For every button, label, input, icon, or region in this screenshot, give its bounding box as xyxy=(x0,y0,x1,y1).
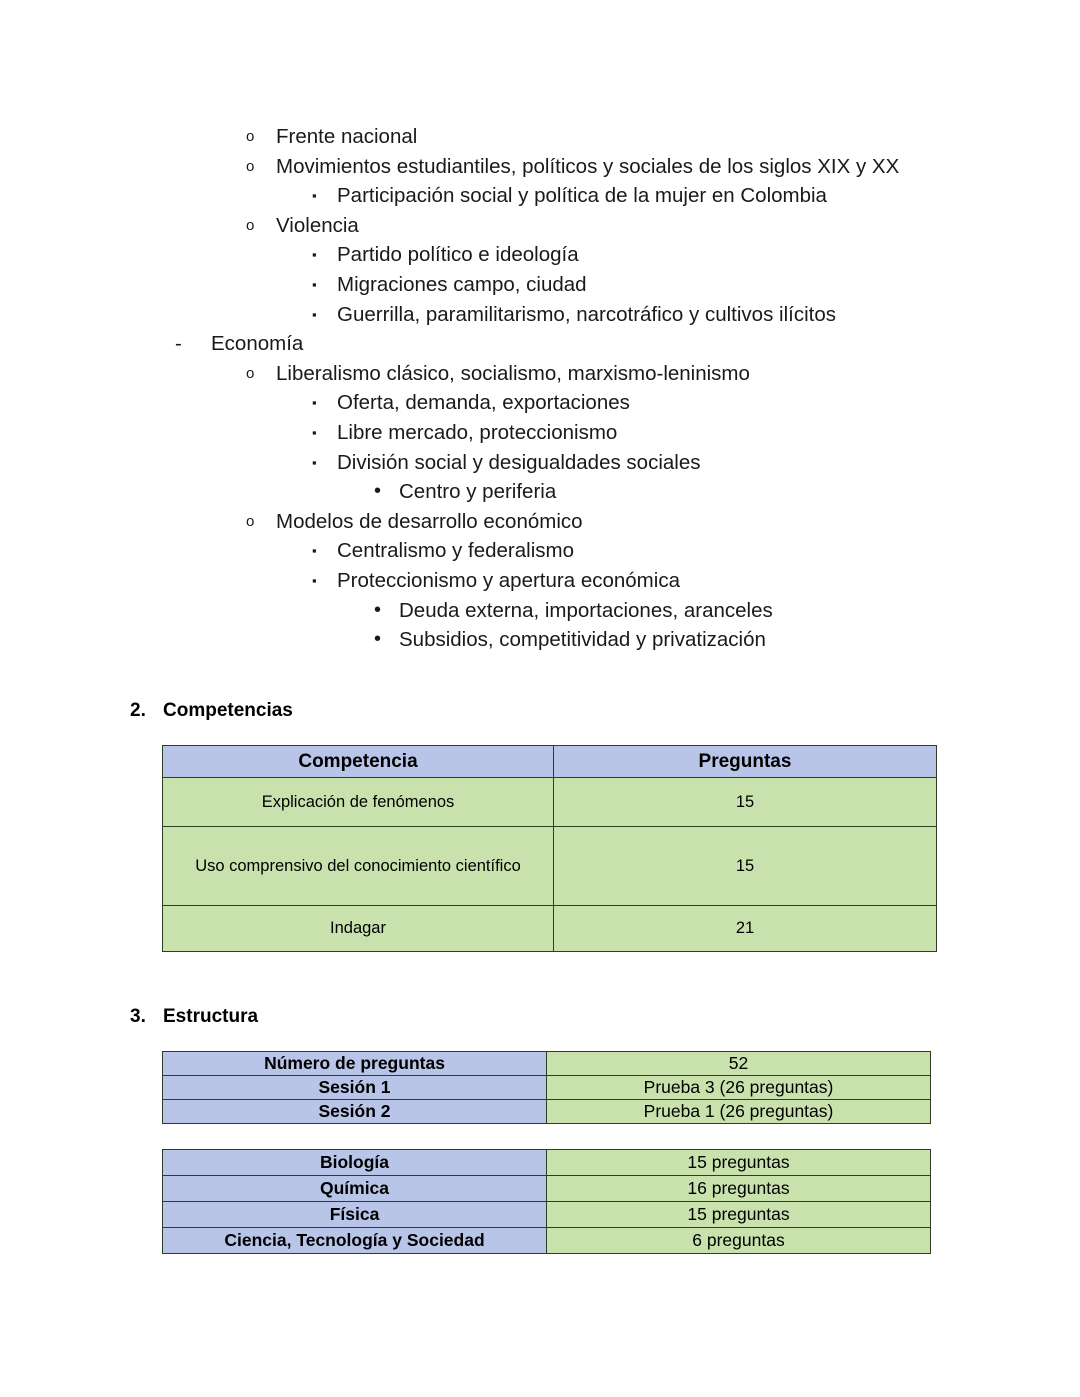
table-row xyxy=(163,827,937,906)
cell-preguntas: 15 xyxy=(554,778,937,827)
cell-value: Prueba 3 (26 preguntas) xyxy=(547,1076,931,1100)
cell-label: Sesión 1 xyxy=(163,1076,547,1100)
list-bullet-icon: ▪ xyxy=(312,424,317,440)
table-row xyxy=(163,778,937,827)
estructura-sessions-table xyxy=(162,1051,931,1124)
heading-competencias-title: Competencias xyxy=(163,700,293,721)
cell-value: 6 preguntas xyxy=(547,1228,931,1254)
outline-item xyxy=(0,596,1080,626)
outline-item xyxy=(0,181,1080,211)
column-header-preguntas: Preguntas xyxy=(554,746,937,778)
list-bullet-icon: o xyxy=(246,128,255,145)
list-bullet-icon: ▪ xyxy=(312,395,317,411)
table-row xyxy=(163,1176,931,1202)
outline-item-label: Violencia xyxy=(276,213,359,237)
list-bullet-icon: ▪ xyxy=(312,543,317,559)
outline-item-label: Proteccionismo y apertura económica xyxy=(337,568,680,592)
table-header-row xyxy=(163,746,937,778)
outline-item-label: Subsidios, competitividad y privatización xyxy=(399,628,766,652)
list-bullet-icon: ▪ xyxy=(312,188,317,204)
outline-item-label: Libre mercado, proteccionismo xyxy=(337,420,618,444)
outline-item-label: Partido político e ideología xyxy=(337,243,579,267)
outline-list xyxy=(0,122,1080,655)
cell-value: Prueba 1 (26 preguntas) xyxy=(547,1100,931,1124)
list-bullet-icon: - xyxy=(175,332,182,356)
outline-item-label: Liberalismo clásico, socialismo, marxismo-leninismo xyxy=(276,361,750,385)
cell-preguntas: 15 xyxy=(554,827,937,906)
outline-item-label: Migraciones campo, ciudad xyxy=(337,272,587,296)
table-row xyxy=(163,1100,931,1124)
list-bullet-icon: ▪ xyxy=(312,454,317,470)
competencias-table xyxy=(162,745,937,952)
table-row xyxy=(163,1150,931,1176)
table-row xyxy=(163,1076,931,1100)
estructura-areas-table xyxy=(162,1149,931,1254)
list-bullet-icon: • xyxy=(374,598,382,621)
heading-competencias-number: 2. xyxy=(130,700,146,721)
column-header-competencia: Competencia xyxy=(163,746,554,778)
outline-item xyxy=(0,359,1080,389)
list-bullet-icon: o xyxy=(246,364,255,382)
cell-competencia: Uso comprensivo del conocimiento científico xyxy=(163,827,554,906)
outline-item-label: Guerrilla, paramilitarismo, narcotráfico y cultivos ilícitos xyxy=(337,302,836,326)
list-bullet-icon: ▪ xyxy=(312,572,317,588)
outline-item xyxy=(0,625,1080,655)
outline-item-label: División social y desigualdades sociales xyxy=(337,450,701,474)
outline-item-label: Deuda externa, importaciones, aranceles xyxy=(399,598,773,622)
outline-item-label: Modelos de desarrollo económico xyxy=(276,509,583,533)
cell-label: Número de preguntas xyxy=(163,1052,547,1076)
list-bullet-icon: o xyxy=(246,512,255,530)
outline-item-label: Movimientos estudiantiles, políticos y sociales de los siglos XIX y XX xyxy=(276,154,900,178)
cell-value: 16 preguntas xyxy=(547,1176,931,1202)
outline-item xyxy=(0,507,1080,537)
outline-item xyxy=(0,152,1080,182)
table-row xyxy=(163,906,937,952)
heading-estructura-title: Estructura xyxy=(163,1006,259,1027)
heading-competencias xyxy=(130,700,293,722)
outline-item xyxy=(0,329,1080,359)
outline-item xyxy=(0,448,1080,478)
list-bullet-icon: o xyxy=(246,216,255,234)
cell-label: Química xyxy=(163,1176,547,1202)
cell-label: Física xyxy=(163,1202,547,1228)
list-bullet-icon: • xyxy=(374,628,382,651)
outline-item-label: Centralismo y federalismo xyxy=(337,539,574,563)
outline-item-label: Oferta, demanda, exportaciones xyxy=(337,391,630,415)
outline-item-label: Economía xyxy=(211,332,304,356)
outline-item-label: Centro y periferia xyxy=(399,480,557,504)
cell-label: Sesión 2 xyxy=(163,1100,547,1124)
outline-item xyxy=(0,388,1080,418)
outline-item xyxy=(0,566,1080,596)
heading-estructura xyxy=(130,1006,258,1028)
cell-value: 15 preguntas xyxy=(547,1150,931,1176)
list-bullet-icon: ▪ xyxy=(312,306,317,322)
list-bullet-icon: ▪ xyxy=(312,247,317,263)
outline-item xyxy=(0,418,1080,448)
outline-item xyxy=(0,270,1080,300)
outline-item xyxy=(0,122,1080,152)
cell-label: Ciencia, Tecnología y Sociedad xyxy=(163,1228,547,1254)
outline-item xyxy=(0,536,1080,566)
outline-item xyxy=(0,211,1080,241)
cell-value: 15 preguntas xyxy=(547,1202,931,1228)
table-row xyxy=(163,1202,931,1228)
outline-item-label: Frente nacional xyxy=(276,125,418,148)
list-bullet-icon: o xyxy=(246,157,255,175)
cell-competencia: Indagar xyxy=(163,906,554,952)
outline-item xyxy=(0,477,1080,507)
outline-item xyxy=(0,300,1080,330)
table-row xyxy=(163,1228,931,1254)
outline-item-label: Participación social y política de la mujer en Colombia xyxy=(337,184,827,208)
heading-estructura-number: 3. xyxy=(130,1006,146,1027)
cell-competencia: Explicación de fenómenos xyxy=(163,778,554,827)
list-bullet-icon: • xyxy=(374,480,382,503)
table-row xyxy=(163,1052,931,1076)
cell-preguntas: 21 xyxy=(554,906,937,952)
outline-item xyxy=(0,240,1080,270)
list-bullet-icon: ▪ xyxy=(312,276,317,292)
cell-value: 52 xyxy=(547,1052,931,1076)
cell-label: Biología xyxy=(163,1150,547,1176)
